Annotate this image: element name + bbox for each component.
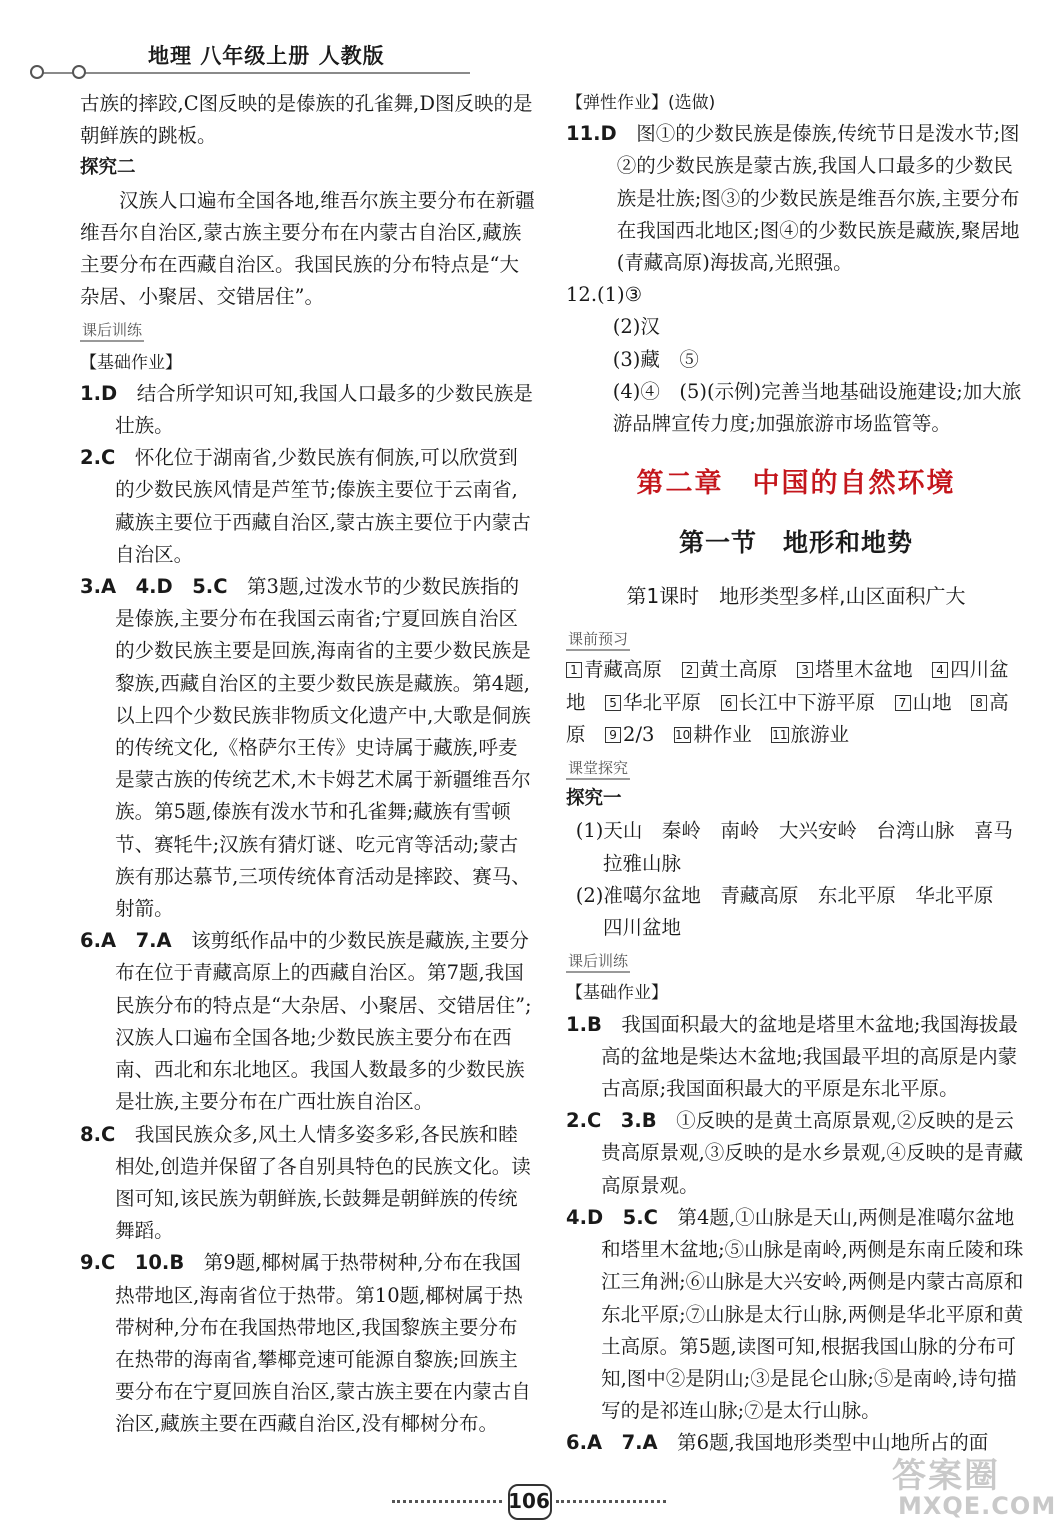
answer-item: (2)准噶尔盆地 青藏高原 东北平原 华北平原 四川盆地	[575, 883, 1013, 940]
page-header	[0, 0, 1061, 80]
answer-item: 3.A 4.D 5.C 第3题,过泼水节的少数民族指的是傣族,主要分布在我国云南省;宁夏回族自治区的少数民族主要是回族,海南省的主要少数民族是黎族,西藏自治区的主要少数民族是藏族。第4题,以上四个少数民族非物质文化遗产中,大歌是侗族的传统文化,《格萨尔王传》史诗属于藏族,呼麦是蒙古族的传统艺术,木卡姆艺术属于新疆维吾尔族。第5题,傣族有泼水节和孔雀舞;藏族有雪顿节、赛牦牛;汉族有猜灯谜、吃元宵等活动;蒙古族有那达慕节,三项传统体育活动是摔跤、赛马、射箭。	[80, 575, 531, 921]
left-column	[80, 88, 535, 1441]
preview-item: 3 塔里木盆地	[797, 658, 913, 681]
preview-item: 9 2/3	[605, 723, 654, 746]
section-tag-after-class: 课后训练	[80, 320, 144, 342]
preview-item: 8 高原	[566, 690, 1009, 746]
page-number: 106	[508, 1489, 550, 1513]
preview-item: 7 山地	[895, 691, 952, 714]
header-ornament-circle	[72, 65, 86, 79]
footer-dots-right	[556, 1500, 666, 1503]
preview-item: 5 华北平原	[605, 691, 701, 714]
preview-item: 6 长江中下游平原	[721, 691, 876, 714]
box-basic-homework: 【基础作业】	[566, 983, 668, 1004]
header-rule	[40, 72, 470, 74]
answer-item: (2)汉	[612, 315, 660, 339]
header-title: 地理 八年级上册 人教版	[148, 44, 385, 68]
right-column	[566, 86, 1026, 1460]
footer-dots-left	[392, 1500, 502, 1503]
section-tag-preview: 课前预习	[566, 629, 630, 651]
preview-item: 11 旅游业	[772, 722, 850, 746]
watermark-url: MXQE.COM	[898, 1492, 1057, 1520]
answer-item: 1.B 我国面积最大的盆地是塔里木盆地;我国海拔最高的盆地是柴达木盆地;我国最平坦的高原是内蒙古高原;我国面积最大的平原是东北平原。	[566, 1012, 1018, 1101]
answer-item: 2.C 怀化位于湖南省,少数民族有侗族,可以欣赏到的少数民族风情是芦笙节;傣族主要位于云南省,藏族主要位于西藏自治区,蒙古族主要位于内蒙古自治区。	[80, 446, 531, 566]
chapter-title: 第二章 中国的自然环境	[636, 468, 956, 500]
answer-item: (4)④ (5)(示例)完善当地基础设施建设;加大旅游品牌宣传力度;加强旅游市场监管等。	[612, 379, 1022, 436]
preview-item: 10 耕作业	[674, 722, 752, 746]
preview-answers	[566, 654, 1026, 751]
paragraph: 古族的摔跤,C图反映的是傣族的孔雀舞,D图反映的是朝鲜族的跳板。	[80, 92, 533, 148]
header-ornament-circle	[30, 65, 44, 79]
section-title: 第一节 地形和地势	[678, 528, 913, 558]
heading-explore-2: 探究二	[80, 157, 136, 179]
watermark-text: 答案圈	[892, 1456, 1000, 1496]
section-tag-after-class: 课后训练	[566, 951, 630, 973]
answer-item: (3)藏 ⑤	[612, 347, 699, 371]
preview-item: 2 黄土高原	[682, 658, 778, 681]
watermark	[880, 1448, 1057, 1528]
answer-item: 11.D 图①的少数民族是傣族,传统节日是泼水节;图②的少数民族是蒙古族,我国人口最多的少数民族是壮族;图③的少数民族是维吾尔族,主要分布在我国西北地区;图④的少数民族是藏族,聚居地(青藏高原)海拔高,光照强。	[566, 122, 1020, 275]
answer-item: 1.D 结合所学知识可知,我国人口最多的少数民族是壮族。	[80, 381, 533, 438]
preview-item: 4 四川盆地	[566, 658, 1009, 714]
answer-item: 4.D 5.C 第4题,①山脉是天山,两侧是准噶尔盆地和塔里木盆地;⑤山脉是南岭,两侧是东南丘陵和珠江三角洲;⑥山脉是大兴安岭,两侧是内蒙古高原和东北平原;⑦山脉是太行山脉,两侧是华北平原和黄土高原。第5题,读图可知,根据我国山脉的分布可知,图中②是阴山;③是昆仑山脉;⑤是南岭,诗句描写的是祁连山脉;⑦是太行山脉。	[566, 1205, 1024, 1423]
answer-item: 6.A 7.A 该剪纸作品中的少数民族是藏族,主要分布在位于青藏高原上的西藏自治区。第7题,我国民族分布的特点是“大杂居、小聚居、交错居住”;汉族人口遍布全国各地;少数民族主要分布在西南、西北和东北地区。我国人数最多的少数民族是壮族,主要分布在广西壮族自治区。	[80, 929, 532, 1114]
answer-item: 8.C 我国民族众多,风土人情多姿多彩,各民族和睦相处,创造并保留了各自别具特色的民族文化。读图可知,该民族为朝鲜族,长鼓舞是朝鲜族的传统舞蹈。	[80, 1122, 531, 1243]
answer-item: 6.A 7.A 第6题,我国地形类型中山地所占的面	[566, 1431, 989, 1455]
answer-item: 2.C 3.B ①反映的是黄土高原景观,②反映的是云贵高原景观,③反映的是水乡景观,④反映的是青藏高原景观。	[566, 1109, 1023, 1197]
paragraph: 汉族人口遍布全国各地,维吾尔族主要分布在新疆维吾尔自治区,蒙古族主要分布在内蒙古自治区,藏族主要分布在西藏自治区。我国民族的分布特点是“大杂居、小聚居、交错居住”。	[80, 188, 535, 309]
box-basic-homework: 【基础作业】	[80, 352, 182, 373]
section-tag-classroom: 课堂探究	[566, 758, 630, 780]
answer-item: 12.(1)③	[566, 283, 643, 307]
answer-item: (1)天山 秦岭 南岭 大兴安岭 台湾山脉 喜马拉雅山脉	[575, 819, 1013, 875]
preview-item: 1 青藏高原	[566, 658, 662, 681]
heading-explore-1: 探究一	[566, 788, 622, 810]
box-elastic-homework: 【弹性作业】(选做)	[566, 93, 716, 113]
answer-item: 9.C 10.B 第9题,椰树属于热带树种,分布在我国热带地区,海南省位于热带。第10题,椰树属于热带树种,分布在我国热带地区,我国黎族主要分布在热带的海南省,攀椰竞速可能源自黎族;回族主要分布在宁夏回族自治区,蒙古族主要在内蒙古自治区,藏族主要在西藏自治区,没有椰树分布。	[80, 1251, 531, 1436]
lesson-title: 第1课时 地形类型多样,山区面积广大	[626, 584, 966, 609]
